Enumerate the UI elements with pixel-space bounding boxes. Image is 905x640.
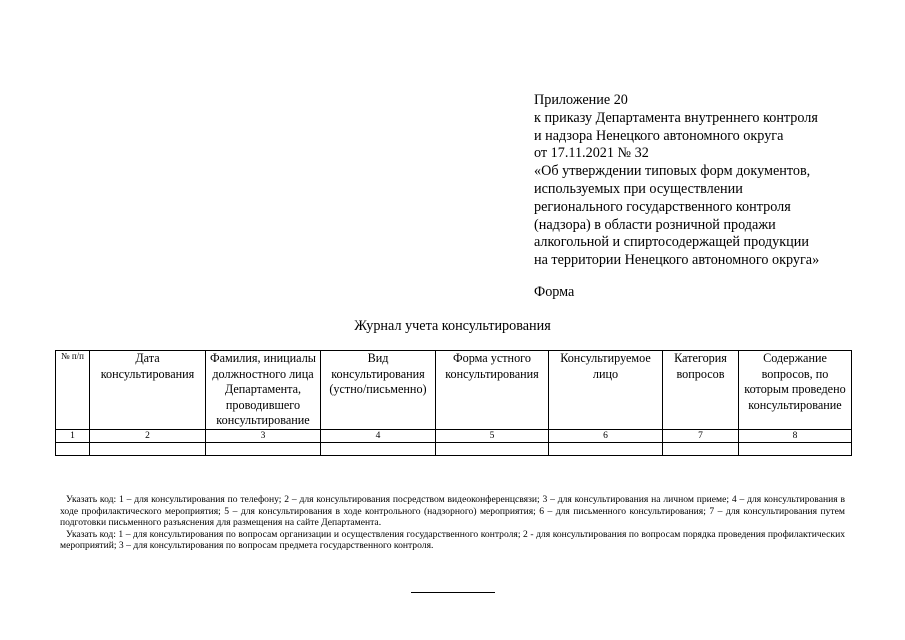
appendix-line: используемых при осуществлении: [534, 180, 743, 197]
table-cell: [321, 442, 436, 455]
column-number-cell: 3: [206, 429, 321, 442]
journal-title: Журнал учета консультирования: [354, 318, 551, 334]
journal-table: [55, 350, 852, 456]
appendix-line: от 17.11.2021 № 32: [534, 145, 649, 162]
header-cell-oral-form: Форма устного консультирования: [436, 351, 549, 430]
footnotes: [60, 494, 845, 552]
header-cell-type: Вид консультирования (устно/письменно): [321, 351, 436, 430]
table-row: [56, 442, 852, 455]
table-cell: [206, 442, 321, 455]
header-cell-person: Консультируемое лицо: [549, 351, 663, 430]
bottom-divider-line: [411, 592, 495, 593]
appendix-line: «Об утверждении типовых форм документов,: [534, 163, 811, 180]
appendix-line: Приложение 20: [534, 92, 628, 108]
header-cell-number: № п/п: [56, 351, 90, 430]
appendix-line: алкогольной и спиртосодержащей продукции: [534, 234, 809, 251]
column-number-cell: 2: [90, 429, 206, 442]
appendix-line: регионального государственного контроля: [534, 198, 791, 215]
table-cell: [436, 442, 549, 455]
appendix-line: (надзора) в области розничной продажи: [534, 216, 776, 233]
footnote: Указать код: 1 – для консультирования по телефону; 2 – для консультирования посредством видеоконференцсвязи; 3 – для консультирования на личном приеме; 4 – для консультирования в ходе профилактического мероприятия; 5 – для консультирования в ходе контрольного (надзорного) мероприятия; 6 – для письменного консультирования; 7 – для консультирования путем подготовки письменного разъяснения для размещения на сайте Департамента.: [60, 494, 845, 529]
header-cell-date: Дата консультирования: [90, 351, 206, 430]
column-number-cell: 6: [549, 429, 663, 442]
appendix-line: к приказу Департамента внутреннего контроля: [534, 109, 818, 126]
header-cell-official: Фамилия, инициалы должностного лица Департамента, проводившего консультирование: [206, 351, 321, 430]
column-number-cell: 4: [321, 429, 436, 442]
appendix-line: на территории Ненецкого автономного округа»: [534, 252, 820, 269]
column-number-cell: 8: [739, 429, 852, 442]
table-cell: [663, 442, 739, 455]
table-cell: [56, 442, 90, 455]
column-number-cell: 7: [663, 429, 739, 442]
column-number-cell: 5: [436, 429, 549, 442]
table-numbering-row: [56, 429, 852, 442]
table-cell: [739, 442, 852, 455]
header-cell-category: Категория вопросов: [663, 351, 739, 430]
header-cell-content: Содержание вопросов, по которым проведено консультирование: [739, 351, 852, 430]
form-label: Форма: [534, 284, 575, 300]
table-header-row: [56, 351, 852, 430]
footnote: Указать код: 1 – для консультирования по вопросам организации и осуществления государственного контроля; 2 - для консультирования по вопросам порядка проведения профилактических мероприятий; 3 – для консультирования по вопросам предмета государственного контроля.: [60, 528, 845, 552]
table-cell: [90, 442, 206, 455]
table-cell: [549, 442, 663, 455]
appendix-header: [534, 92, 874, 270]
appendix-line: и надзора Ненецкого автономного округа: [534, 127, 784, 144]
column-number-cell: 1: [56, 429, 90, 442]
